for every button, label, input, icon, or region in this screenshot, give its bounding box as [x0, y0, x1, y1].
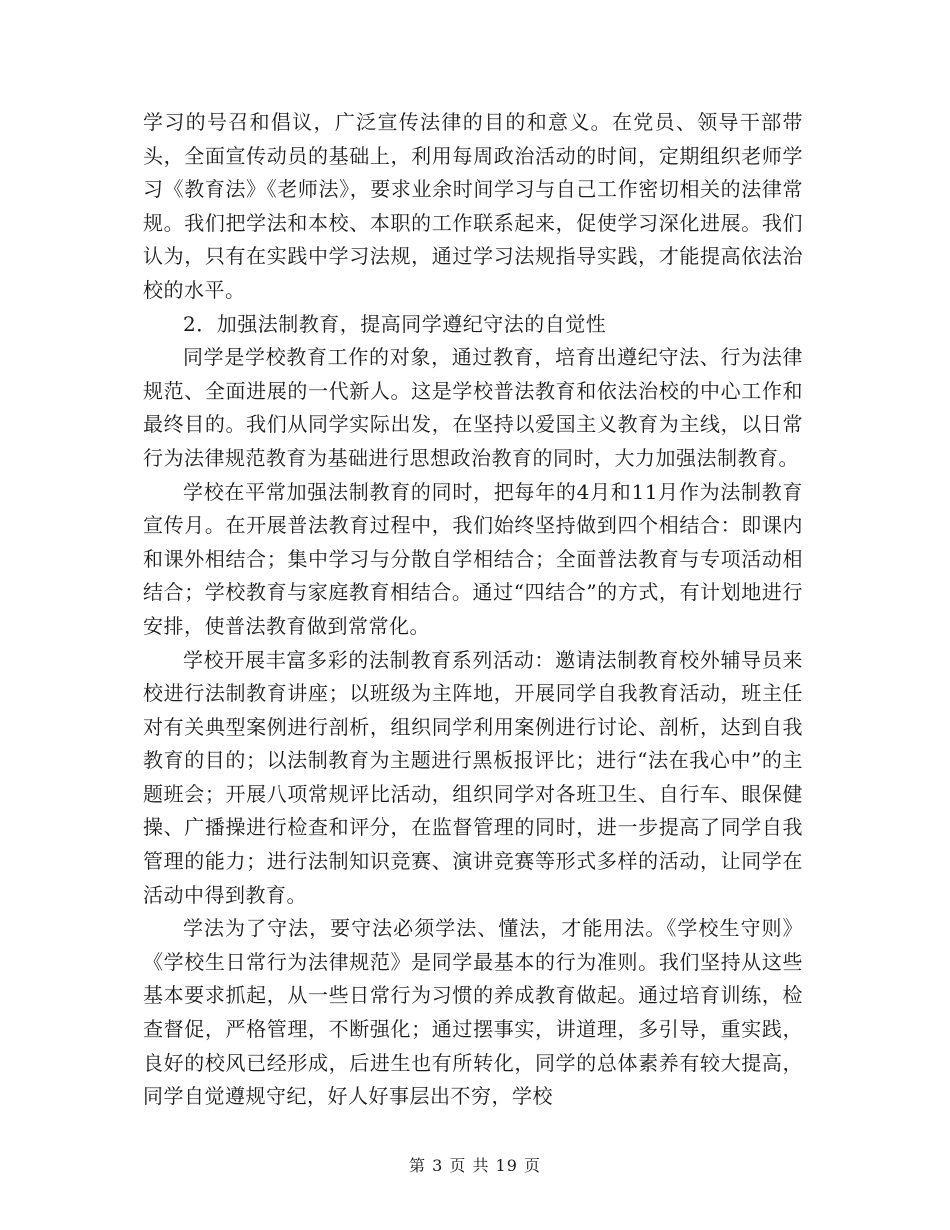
paragraph: 学校开展丰富多彩的法制教育系列活动：邀请法制教育校外辅导员来校进行法制教育讲座；以班级为主阵地，开展同学自我教育活动，班主任对有关典型案例进行剖析，组织同学利用案例进行讨论、剖析，达到自我教育的目的；以法制教育为主题进行黑板报评比；进行“法在我心中”的主题班会；开展八项常规评比活动，组织同学对各班卫生、自行车、眼保健操、广播操进行检查和评分，在监督管理的同时，进一步提高了同学自我管理的能力；进行法制知识竞赛、演讲竞赛等形式多样的活动，让同学在活动中得到教育。 — [143, 647, 803, 907]
section-heading: 2．加强法制教育，提高同学遵纪守法的自觉性 — [183, 311, 607, 336]
paragraph: 同学是学校教育工作的对象，通过教育，培育出遵纪守法、行为法律规范、全面进展的一代新人。这是学校普法教育和依法治校的中心工作和最终目的。我们从同学实际出发，在坚持以爱国主义教育为主线，以日常行为法律规范教育为基础进行思想政治教育的同时，大力加强法制教育。 — [143, 345, 803, 470]
page-number-footer: 第 3 页 共 19 页 — [409, 1156, 541, 1175]
paragraph: 学校在平常加强法制教育的同时，把每年的4月和11月作为法制教育宣传月。在开展普法教育过程中，我们始终坚持做到四个相结合：即课内和课外相结合；集中学习与分散自学相结合；全面普法教育与专项活动相结合；学校教育与家庭教育相结合。通过“四结合”的方式，有计划地进行安排，使普法教育做到常常化。 — [143, 479, 803, 638]
paragraph: 学法为了守法，要守法必须学法、懂法，才能用法。《学校生守则》《学校生日常行为法律规范》是同学最基本的行为准则。我们坚持从这些基本要求抓起，从一些日常行为习惯的养成教育做起。通过培育训练，检查督促，严格管理，不断强化；通过摆事实，讲道理，多引导，重实践，良好的校风已经形成，后进生也有所转化，同学的总体素养有较大提高，同学自觉遵规守纪，好人好事层出不穷，学校 — [143, 916, 803, 1109]
paragraph-continued: 学习的号召和倡议，广泛宣传法律的目的和意义。在党员、领导干部带头，全面宣传动员的基础上，利用每周政治活动的时间，定期组织老师学习《教育法》《老师法》，要求业余时间学习与自己工作密切相关的法律常规。我们把学法和本校、本职的工作联系起来，促使学习深化进展。我们认为，只有在实践中学习法规，通过学习法规指导实践，才能提高依法治校的水平。 — [143, 110, 803, 302]
document-body — [143, 106, 803, 1114]
